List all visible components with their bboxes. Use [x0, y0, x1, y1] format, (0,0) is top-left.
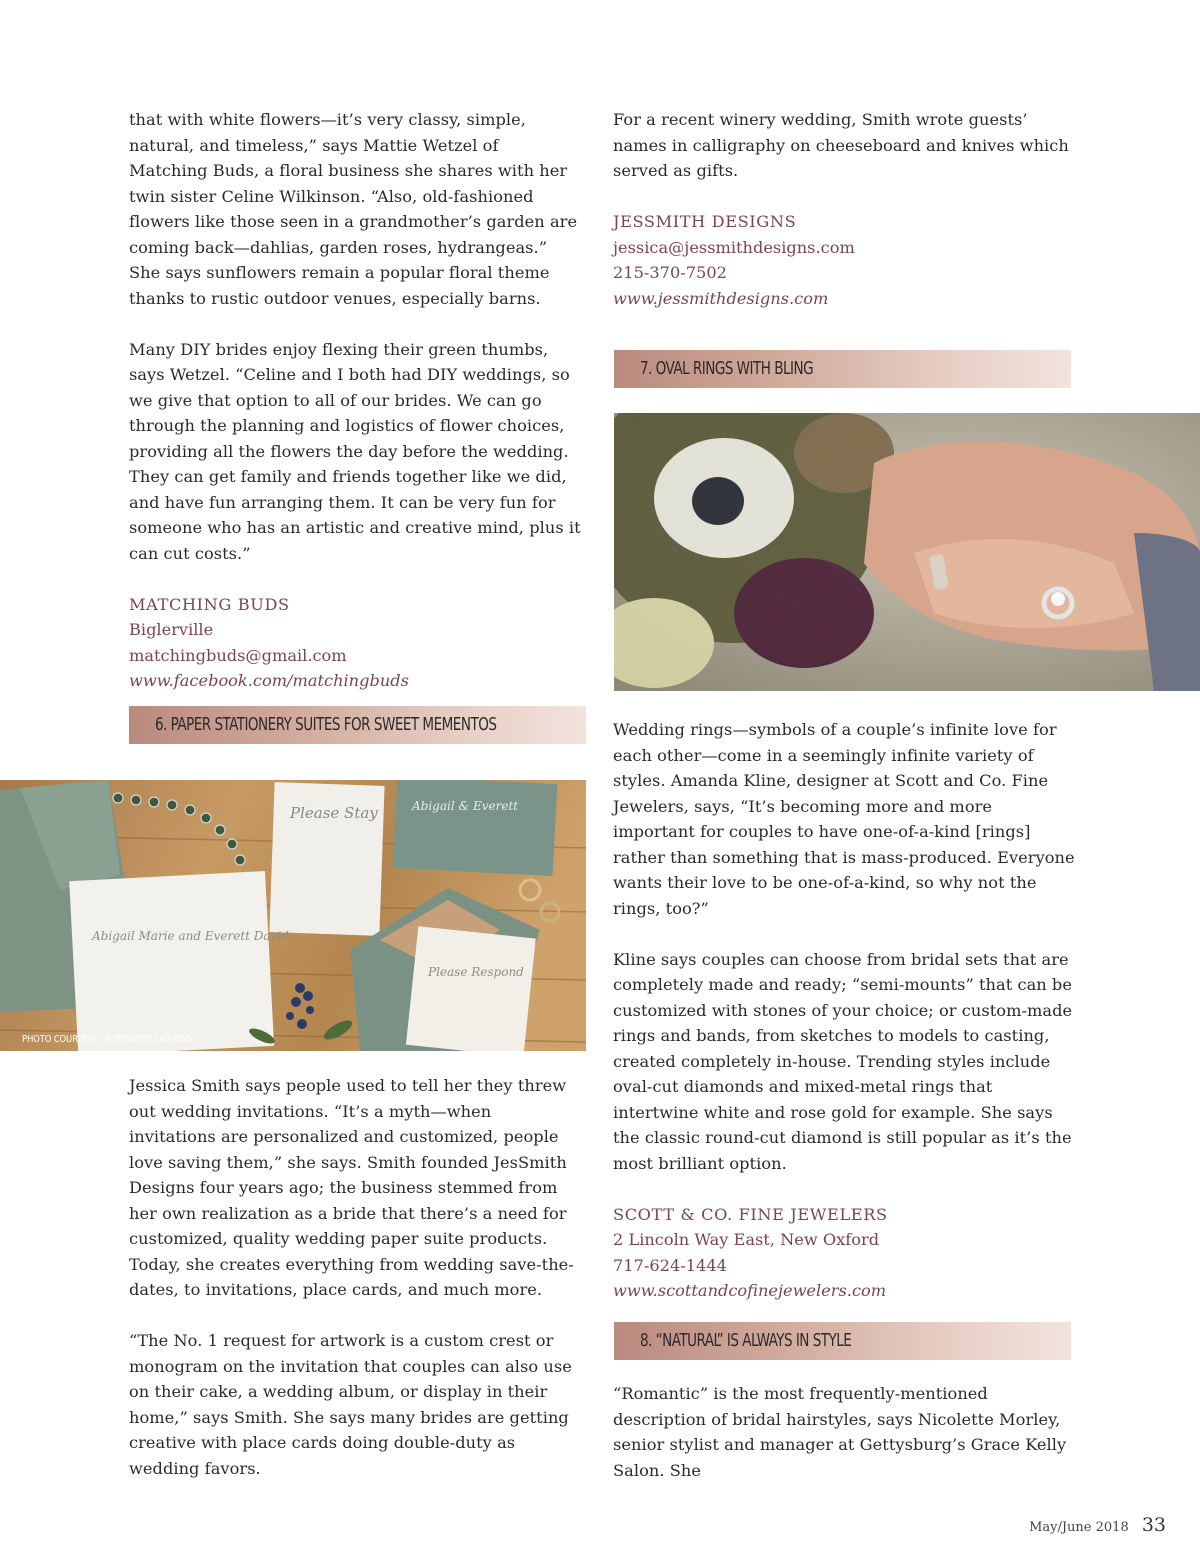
business-location: Biglerville [129, 620, 214, 639]
business-contact-jessmith [613, 209, 1075, 311]
section-heading-banner [614, 1322, 1071, 1360]
body-paragraph: “Romantic” is the most frequently-mentioned description of bridal hairstyles, says Nicolette Morley, senior stylist and manager at Gettysburg’s Grace Kelly Salon. She [613, 1384, 1067, 1480]
rings-illustration [614, 413, 1200, 691]
body-paragraph: Many DIY brides enjoy flexing their green thumbs, says Wetzel. “Celine and I both had DIY weddings, so we give that option to all of our brides. We can go through the planning and logistics of flower choices, providing all the flowers the day before the wedding. They can get family and friends together like we did, and have fun arranging them. It can be very fun for someone who has an artistic and creative mind, plus it can cut costs.” [129, 339, 581, 563]
right-column-bottom [613, 1381, 1075, 1483]
body-paragraph: “The No. 1 request for artwork is a custom crest or monogram on the invitation that couples can also use on their cake, a wedding album, or display in their home,” says Smith. She says many brides are getting creative with place cards doing double-duty as wedding favors. [129, 1331, 572, 1478]
right-column [613, 107, 1075, 311]
business-phone: 215-370-7502 [613, 263, 727, 282]
section-heading: 6. PAPER STATIONERY SUITES FOR SWEET MEMENTOS [155, 715, 497, 735]
body-paragraph: Jessica Smith says people used to tell her they threw out wedding invitations. “It’s a myth—when invitations are personalized and customized, people love saving them,” she says. Smith founded JesSmith Designs four years ago; the business stemmed from her own realization as a bride that there’s a need for customized, quality wedding paper suite products. Today, she creates everything from wedding save-the-dates, to invitations, place cards, and much more. [129, 1076, 574, 1299]
left-column-lower [129, 1073, 581, 1481]
stationery-photo [0, 780, 586, 1051]
section-heading: 8. “NATURAL” IS ALWAYS IN STYLE [640, 1331, 852, 1351]
business-contact-matching-buds [129, 592, 581, 694]
body-paragraph: Wedding rings—symbols of a couple’s infinite love for each other—come in a seemingly infinite variety of styles. Amanda Kline, designer at Scott and Co. Fine Jewelers, says, “It’s becoming more and more important for couples to have one-of-a-kind [rings] rather than something that is mass-produced. Everyone wants their love to be one-of-a-kind, so why not the rings, too?” [613, 720, 1075, 918]
business-address: 2 Lincoln Way East, New Oxford [613, 1230, 880, 1249]
business-name: MATCHING BUDS [129, 594, 290, 614]
business-email[interactable]: matchingbuds@gmail.com [129, 645, 347, 665]
issue-date: May/June 2018 [1029, 1520, 1129, 1535]
rings-photo [614, 413, 1200, 691]
business-email[interactable]: jessica@jessmithdesigns.com [613, 237, 855, 257]
card-text-rsvp: Please Respond [428, 965, 524, 979]
page-footer [1029, 1514, 1166, 1536]
right-column-middle [613, 717, 1075, 1304]
left-column [129, 107, 581, 694]
business-website[interactable]: www.facebook.com/matchingbuds [129, 671, 409, 690]
body-paragraph: that with white flowers—it’s very classy, simple, natural, and timeless,” says Mattie Wetzel of Matching Buds, a floral business she shares with her twin sister Celine Wilkinson. “Also, old-fashioned flowers like those seen in a grandmother’s garden are coming back—dahlias, garden roses, hydrangeas.” She says sunflowers remain a popular floral theme thanks to rustic outdoor venues, especially barns. [129, 110, 578, 308]
business-name: SCOTT & CO. FINE JEWELERS [613, 1204, 888, 1224]
photo-credit: PHOTO COURTESY OF JESSMITH DESIGNS [22, 1034, 193, 1045]
card-text-names: Abigail & Everett [412, 799, 519, 813]
business-contact-scott-co [613, 1202, 1075, 1304]
section-heading: 7. OVAL RINGS WITH BLING [640, 359, 814, 379]
business-website[interactable]: www.scottandcofinejewelers.com [613, 1281, 887, 1300]
business-name: JESSMITH DESIGNS [613, 212, 797, 231]
card-text-invitation: Abigail Marie and Everett David [92, 929, 289, 943]
card-text-stay: Please Stay [290, 804, 378, 822]
body-paragraph: Kline says couples can choose from bridal sets that are completely made and ready; “semi-mounts” that can be customized with stones of your choice; or custom-made rings and bands, from sketches to models to casting, created completely in-house. Trending styles include oval-cut diamonds and mixed-metal rings that intertwine white and rose gold for example. She says the classic round-cut diamond is still popular as it’s the most brilliant option. [613, 949, 1073, 1173]
business-website[interactable]: www.jessmithdesigns.com [613, 288, 829, 308]
stationery-illustration [0, 780, 586, 1051]
section-heading-banner [129, 706, 586, 744]
body-paragraph: For a recent winery wedding, Smith wrote guests’ names in calligraphy on cheeseboard and knives which served as gifts. [613, 110, 1069, 180]
business-phone: 717-624-1444 [613, 1255, 727, 1275]
page-number: 33 [1141, 1514, 1166, 1536]
section-heading-banner [614, 350, 1071, 388]
